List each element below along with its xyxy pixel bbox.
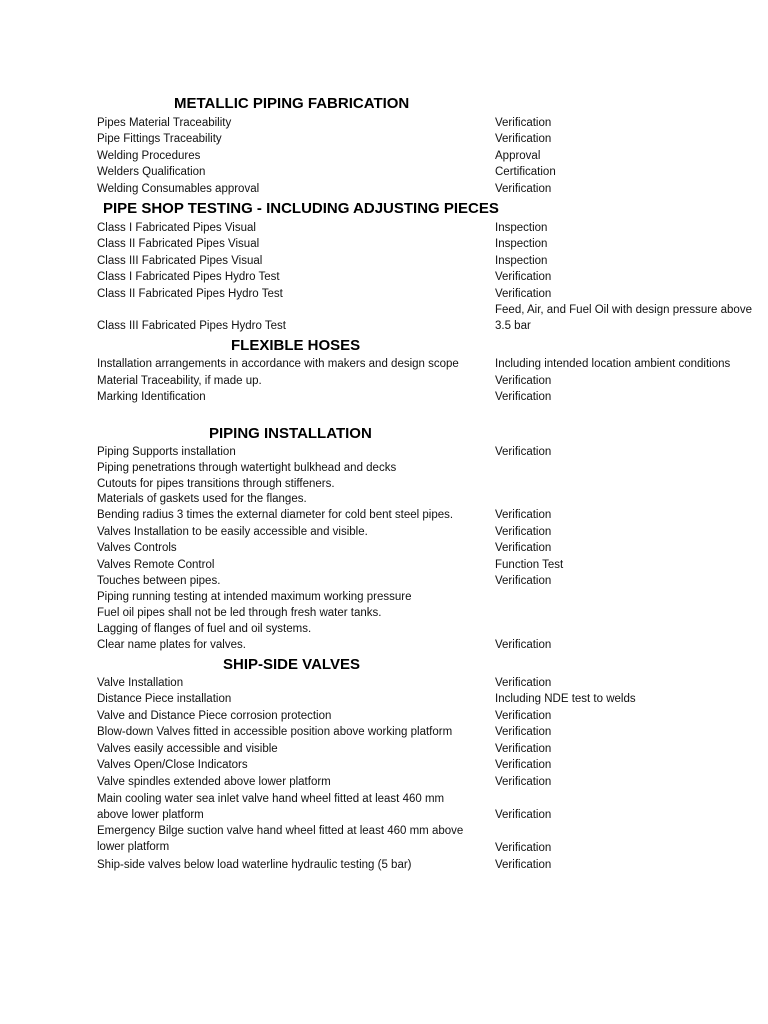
section-title: PIPE SHOP TESTING - INCLUDING ADJUSTING PIECES: [103, 200, 499, 217]
requirement-text: Verification: [495, 859, 552, 871]
section-title: SHIP-SIDE VALVES: [223, 656, 360, 673]
item-text: Piping penetrations through watertight bulkhead and decks: [97, 462, 397, 474]
item-text: Installation arrangements in accordance with makers and design scope: [97, 358, 459, 370]
item-text: Emergency Bilge suction valve hand wheel fitted at least 460 mm above lower platform: [97, 825, 464, 853]
item-text: Main cooling water sea inlet valve hand wheel fitted at least 460 mm above lower platform: [97, 793, 445, 821]
requirement-text: Verification: [495, 677, 552, 689]
requirement-text: Verification: [495, 639, 552, 651]
section-title: FLEXIBLE HOSES: [231, 337, 361, 354]
item-text: Cutouts for pipes transitions through stiffeners.: [97, 478, 335, 490]
requirement-text: Verification: [495, 526, 552, 538]
item-text: Blow-down Valves fitted in accessible position above working platform: [97, 726, 453, 738]
requirement-text: Verification: [495, 776, 552, 788]
requirement-text: Verification: [495, 133, 552, 145]
item-text: Fuel oil pipes shall not be led through fresh water tanks.: [97, 607, 382, 619]
item-text: Touches between pipes.: [97, 575, 221, 587]
item-text: Valves Controls: [97, 542, 177, 554]
table-row: [0, 823, 768, 857]
item-text: Class I Fabricated Pipes Hydro Test: [97, 271, 280, 283]
item-text: Lagging of flanges of fuel and oil systems.: [97, 623, 312, 635]
requirement-text: Including NDE test to welds: [495, 693, 636, 705]
item-text: Marking Identification: [97, 391, 206, 403]
requirement-text: Feed, Air, and Fuel Oil with design pressure above 3.5 bar: [495, 304, 752, 332]
item-text: Bending radius 3 times the external diameter for cold bent steel pipes.: [97, 509, 454, 521]
section-title: METALLIC PIPING FABRICATION: [174, 95, 410, 112]
requirement-text: Verification: [495, 542, 552, 554]
item-text: Valves Installation to be easily accessible and visible.: [97, 526, 368, 538]
requirement-text: Approval: [495, 150, 541, 162]
item-text: Welders Qualification: [97, 166, 206, 178]
requirement-text: Verification: [495, 183, 552, 195]
item-text: Valve Installation: [97, 677, 184, 689]
item-text: Material Traceability, if made up.: [97, 375, 262, 387]
item-text: Pipe Fittings Traceability: [97, 133, 222, 145]
item-text: Class I Fabricated Pipes Visual: [97, 222, 256, 234]
requirement-text: Verification: [495, 446, 552, 458]
item-text: Piping running testing at intended maximum working pressure: [97, 591, 412, 603]
item-text: Valves Remote Control: [97, 559, 215, 571]
item-text: Valve spindles extended above lower platform: [97, 776, 331, 788]
requirement-text: Verification: [495, 271, 552, 283]
requirement-text: Verification: [495, 743, 552, 755]
item-text: Class III Fabricated Pipes Visual: [97, 255, 263, 267]
section-title: PIPING INSTALLATION: [209, 425, 372, 442]
requirement-text: Verification: [495, 710, 552, 722]
requirement-text: Verification: [495, 391, 552, 403]
requirement-text: Verification: [495, 809, 552, 821]
requirement-text: Function Test: [495, 559, 564, 571]
requirement-text: Including intended location ambient conditions: [495, 358, 731, 370]
item-text: Class II Fabricated Pipes Hydro Test: [97, 288, 283, 300]
item-text: Valve and Distance Piece corrosion protection: [97, 710, 332, 722]
item-text: Piping Supports installation: [97, 446, 236, 458]
item-text: Clear name plates for valves.: [97, 639, 246, 651]
requirement-text: Verification: [495, 375, 552, 387]
item-text: Valves Open/Close Indicators: [97, 759, 248, 771]
item-text: Ship-side valves below load waterline hydraulic testing (5 bar): [97, 859, 412, 871]
item-text: Valves easily accessible and visible: [97, 743, 278, 755]
item-text: Class II Fabricated Pipes Visual: [97, 238, 260, 250]
requirement-text: Certification: [495, 166, 556, 178]
item-text: Welding Consumables approval: [97, 183, 260, 195]
item-text: Distance Piece installation: [97, 693, 232, 705]
requirement-text: Verification: [495, 842, 552, 854]
item-text: Pipes Material Traceability: [97, 117, 232, 129]
requirement-text: Inspection: [495, 255, 548, 267]
table-row: [0, 302, 768, 336]
table-row: [0, 791, 768, 825]
requirement-text: Verification: [495, 575, 552, 587]
requirement-text: Verification: [495, 117, 552, 129]
requirement-text: Verification: [495, 288, 552, 300]
item-text: Materials of gaskets used for the flanges.: [97, 493, 307, 505]
item-text: Class III Fabricated Pipes Hydro Test: [97, 320, 286, 332]
requirement-text: Inspection: [495, 238, 548, 250]
requirement-text: Verification: [495, 759, 552, 771]
requirement-text: Verification: [495, 726, 552, 738]
item-text: Welding Procedures: [97, 150, 201, 162]
requirement-text: Inspection: [495, 222, 548, 234]
requirement-text: Verification: [495, 509, 552, 521]
